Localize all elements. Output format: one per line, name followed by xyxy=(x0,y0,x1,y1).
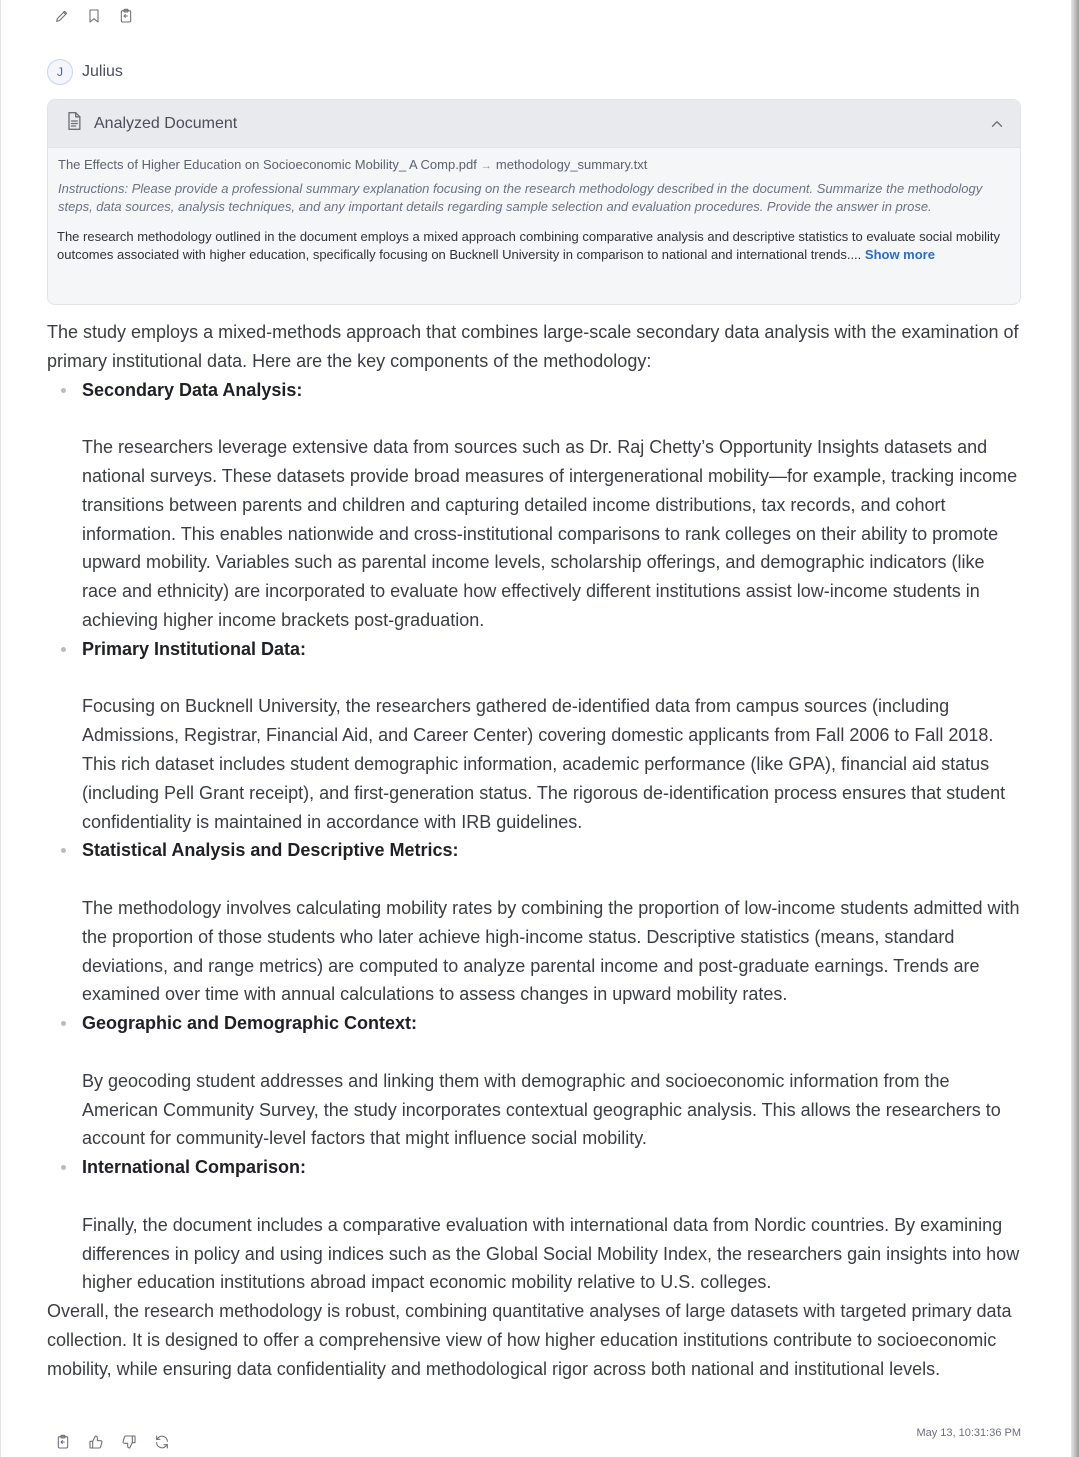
show-more-link[interactable]: Show more xyxy=(864,246,935,262)
list-item xyxy=(47,635,1022,837)
author-name: Julius xyxy=(82,63,123,80)
list-item xyxy=(47,1153,1022,1297)
bullet-icon xyxy=(61,1021,66,1026)
pencil-icon[interactable] xyxy=(52,6,72,26)
document-icon xyxy=(64,111,84,136)
chevron-up-icon[interactable] xyxy=(988,115,1006,133)
document-instructions: Instructions: Please provide a professional summary explanation focusing on the research methodology described in the document. Summarize the methodology steps, data sources, analysis techniques, and any important details regarding sample selection and evaluation procedures. Provide the answer in prose. xyxy=(58,181,983,214)
analyzed-document-header[interactable] xyxy=(48,100,1020,148)
scrollbar[interactable] xyxy=(1071,0,1079,1457)
methodology-list xyxy=(47,376,1022,1298)
thumbs-down-icon[interactable] xyxy=(119,1432,139,1452)
source-file-name: The Effects of Higher Education on Socioeconomic Mobility_ A Comp.pdf xyxy=(58,157,477,172)
author xyxy=(47,59,123,85)
analyzed-document-title: Analyzed Document xyxy=(94,114,238,132)
bullet-title: Statistical Analysis and Descriptive Metrics: xyxy=(82,840,459,861)
message-toolbar-bottom xyxy=(53,1432,172,1452)
response-content xyxy=(47,318,1022,1383)
bullet-title: Geographic and Demographic Context: xyxy=(82,1013,418,1034)
bullet-icon xyxy=(61,1165,66,1170)
thumbs-up-icon[interactable] xyxy=(86,1432,106,1452)
list-item xyxy=(47,836,1022,1009)
response-intro: The study employs a mixed-methods approach that combines large-scale secondary data analysis with the examination of primary institutional data. Here are the key components of the methodology: xyxy=(47,322,1019,371)
clipboard-icon[interactable] xyxy=(116,6,136,26)
message-toolbar-top xyxy=(52,6,136,26)
analyzed-document-card xyxy=(47,99,1021,305)
document-summary-text: The research methodology outlined in the document employs a mixed approach combining comparative analysis and descriptive statistics to evaluate social mobility outcomes associated with higher education, specifically focusing on Bucknell University in comparison to national and international trends.... xyxy=(57,229,1000,262)
list-item xyxy=(47,376,1022,635)
copy-icon[interactable] xyxy=(53,1432,73,1452)
list-item xyxy=(47,1009,1022,1153)
document-summary xyxy=(57,228,1007,263)
bullet-text: By geocoding student addresses and linking them with demographic and socioeconomic information from the American Community Survey, the study incorporates contextual geographic analysis. This allows the researchers to account for community-level factors that might influence social mobility. xyxy=(82,1070,1001,1149)
bullet-text: Finally, the document includes a comparative evaluation with international data from Nordic countries. By examining differences in policy and using indices such as the Global Social Mobility Index, the researchers gain insights into how higher education institutions abroad impact economic mobility relative to U.S. colleges. xyxy=(82,1214,1020,1293)
bullet-text: The methodology involves calculating mobility rates by combining the proportion of low-income students admitted with the proportion of those students who later achieve high-income status. Descriptive statistics (means, standard deviations, and range metrics) are computed to analyze parental income and post-graduate earnings. Trends are examined over time with annual calculations to assess changes in upward mobility rates. xyxy=(82,897,1020,1005)
bookmark-icon[interactable] xyxy=(84,6,104,26)
bullet-icon xyxy=(61,388,66,393)
avatar: J xyxy=(47,59,73,85)
output-file-name: methodology_summary.txt xyxy=(495,157,648,172)
bullet-title: Secondary Data Analysis: xyxy=(82,379,303,400)
refresh-icon[interactable] xyxy=(152,1432,172,1452)
bullet-icon xyxy=(61,848,66,853)
timestamp: May 13, 10:31:36 PM xyxy=(916,1427,1021,1439)
arrow-icon: → xyxy=(480,160,492,172)
bullet-text: The researchers leverage extensive data from sources such as Dr. Raj Chetty’s Opportunity Insights datasets and national surveys. These datasets provide broad measures of intergenerational mobility—for example, tracking income transitions between parents and children and capturing detailed income distributions, tax records, and cohort information. This enables nationwide and cross-institutional comparisons to rank colleges on their ability to promote upward mobility. Variables such as parental income levels, scholarship offerings, and demographic indicators (like race and ethnicity) are incorporated to evaluate how effectively different institutions assist low-income students in achieving higher income brackets post-graduation. xyxy=(82,437,1018,630)
response-conclusion: Overall, the research methodology is robust, combining quantitative analyses of large datasets with targeted primary data collection. It is designed to offer a comprehensive view of how higher education institutions contribute to socioeconomic mobility, while ensuring data confidentiality and methodological rigor across both national and institutional levels. xyxy=(47,1301,1012,1379)
bullet-text: Focusing on Bucknell University, the researchers gathered de-identified data from campus sources (including Admissions, Registrar, Financial Aid, and Career Center) covering domestic applicants from Fall 2006 to Fall 2018. This rich dataset includes student demographic information, academic performance (like GPA), financial aid status (including Pell Grant receipt), and first-generation status. The rigorous de-identification process ensures that student confidentiality is maintained in accordance with IRB guidelines. xyxy=(82,696,1006,832)
bullet-title: International Comparison: xyxy=(82,1157,307,1178)
page-border-left xyxy=(0,0,1,1457)
analyzed-document-body xyxy=(48,148,1020,263)
bullet-title: Primary Institutional Data: xyxy=(82,638,307,659)
document-files xyxy=(58,157,1011,172)
bullet-icon xyxy=(61,647,66,652)
